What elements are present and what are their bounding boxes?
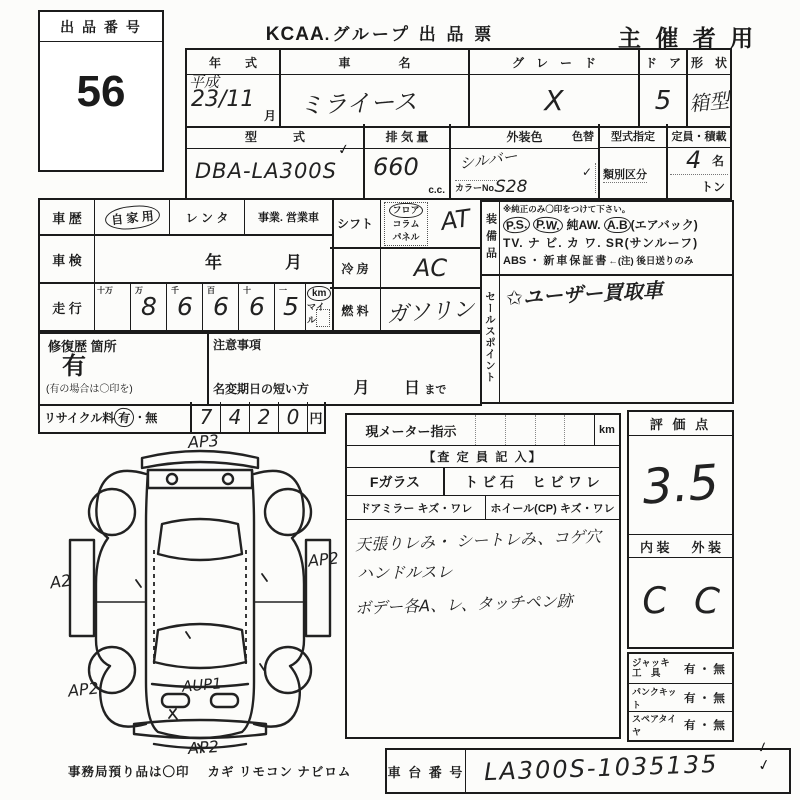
fuel-label: 燃 料 bbox=[330, 289, 381, 332]
sales-point-vertical-label: セールスポイント bbox=[484, 291, 496, 383]
color-label: 外装色 bbox=[506, 130, 543, 144]
door-label: ド ア bbox=[640, 50, 686, 75]
odometer-header: 一 bbox=[279, 286, 287, 295]
year-month-suffix: 月 bbox=[263, 109, 276, 123]
score-label: 評 価 点 bbox=[629, 412, 732, 436]
mile-checkbox bbox=[316, 309, 330, 327]
meter-label: 現メーター指示 bbox=[365, 423, 457, 439]
recycle-fee-row bbox=[38, 402, 326, 434]
ac-value: AC bbox=[413, 254, 448, 282]
history-private-circled: 自 家 用 bbox=[104, 203, 161, 232]
odometer-cell-100k bbox=[95, 284, 131, 330]
sales-point-content bbox=[500, 272, 732, 402]
shape-value: 箱型 bbox=[688, 87, 731, 117]
shift-option-panel: パネル bbox=[392, 232, 420, 242]
recycle-separator: ・ bbox=[134, 412, 146, 424]
grade-label: グ レ ー ド bbox=[470, 50, 638, 75]
recycle-digit: 2 bbox=[250, 402, 279, 432]
odometer-header: 十 bbox=[243, 286, 251, 295]
margin-check-mark: ✓ bbox=[755, 738, 771, 758]
sales-point-vertical-label-strip bbox=[482, 272, 500, 402]
equipment-pw-circled: P.W. bbox=[533, 216, 564, 234]
shift-value: AT bbox=[438, 204, 472, 236]
lot-number-box bbox=[38, 10, 164, 172]
class-area bbox=[600, 148, 666, 198]
chassis-number-value: LA300S-1035135 bbox=[483, 749, 719, 787]
capacity-divider bbox=[670, 174, 728, 175]
name-value: ミライース bbox=[298, 87, 418, 120]
color-no-label: カラーNo. bbox=[455, 180, 497, 194]
grade-value: X bbox=[544, 84, 564, 117]
shift-option-column: コラム bbox=[392, 219, 420, 229]
jack-label bbox=[629, 659, 684, 679]
sheet-title-text: .グループ 出 品 票 bbox=[324, 25, 495, 44]
rename-day: 日 bbox=[403, 380, 420, 397]
jack-label-line1: ジャッキ bbox=[632, 657, 670, 669]
odometer-cell-1 bbox=[275, 284, 306, 330]
type-designation-cell bbox=[600, 124, 668, 198]
glass-option-crack: ヒ ビ ワ レ bbox=[532, 473, 600, 490]
shift-value-area bbox=[381, 200, 480, 247]
equipment-ab-note: (エアバック) bbox=[630, 218, 698, 232]
tools-box bbox=[627, 652, 734, 742]
sales-point-box bbox=[480, 272, 734, 404]
interior-exterior-header bbox=[629, 534, 732, 558]
equipment-abs: ABS bbox=[503, 255, 527, 267]
year-era-value: 平成 bbox=[189, 73, 220, 91]
puncture-kit-value: 有 ・ 無 bbox=[684, 692, 725, 705]
color-value: シルバー bbox=[458, 147, 519, 173]
equipment-line3 bbox=[503, 252, 729, 268]
vehicle-row1 bbox=[185, 48, 732, 128]
displacement-value-area bbox=[365, 149, 449, 198]
equipment-content bbox=[500, 202, 732, 274]
capacity-unit: 名 bbox=[711, 154, 724, 168]
displacement-cell bbox=[365, 124, 451, 198]
color-value-area bbox=[451, 149, 598, 198]
recycle-digit: 0 bbox=[279, 402, 308, 432]
door-value: 5 bbox=[654, 85, 672, 116]
odometer-digit: 6 bbox=[249, 292, 265, 321]
odometer-header: 十万 bbox=[97, 286, 113, 295]
mirror-label: ドアミラー キズ・ワレ bbox=[347, 496, 486, 519]
equipment-vertical-label-strip bbox=[482, 202, 500, 274]
inspection-label: 車 検 bbox=[40, 236, 95, 282]
color-change-label: 色替 bbox=[572, 131, 594, 143]
meter-unit: km bbox=[594, 415, 619, 445]
odometer-digit: 5 bbox=[283, 292, 299, 321]
capacity-value: 4 bbox=[686, 146, 702, 174]
shape-label: 形 状 bbox=[688, 50, 730, 75]
lot-number-label: 出 品 番 号 bbox=[40, 12, 162, 42]
year-value-area bbox=[187, 75, 279, 126]
interior-value: C bbox=[640, 579, 670, 623]
ac-row bbox=[330, 249, 480, 289]
meter-blank-cell bbox=[535, 415, 565, 445]
car-damage-diagram bbox=[50, 432, 350, 757]
equipment-vertical-label: 装備品 bbox=[484, 212, 497, 264]
equipment-line1 bbox=[503, 216, 729, 233]
glass-option-chip: ト ビ 石 bbox=[464, 473, 515, 490]
meter-blank-cell bbox=[505, 415, 535, 445]
jack-row bbox=[629, 654, 732, 684]
history-private-cell bbox=[95, 200, 170, 234]
displacement-unit: c.c. bbox=[428, 185, 445, 196]
brand-logo: KCAA bbox=[265, 24, 325, 45]
recycle-yes-circled: 有 bbox=[113, 407, 135, 428]
odometer-header: 千 bbox=[171, 286, 179, 295]
history-business: 事業. 営業車 bbox=[257, 212, 320, 224]
model-cell bbox=[187, 124, 365, 198]
chassis-number-label: 車 台 番 号 bbox=[387, 750, 466, 792]
year-value: 23/11 bbox=[191, 87, 255, 112]
interior-exterior-values bbox=[629, 558, 732, 644]
diagram-note-a2-left: A2 bbox=[48, 570, 73, 593]
shape-cell bbox=[688, 50, 730, 126]
mileage-row bbox=[40, 284, 332, 330]
assessor-notes-area bbox=[347, 520, 619, 735]
odometer-header: 万 bbox=[135, 286, 143, 295]
odometer-cell-100 bbox=[203, 284, 239, 330]
meter-blank-cells bbox=[475, 415, 594, 445]
odometer-digit: 6 bbox=[177, 292, 193, 321]
caution-label: 注意事項 bbox=[213, 338, 262, 352]
score-value: 3.5 bbox=[640, 454, 721, 516]
meter-blank-cell bbox=[475, 415, 505, 445]
mileage-label: 走 行 bbox=[40, 284, 95, 330]
equipment-note: ※純正のみ〇印をつけて下さい。 bbox=[503, 204, 631, 214]
chassis-number-value-area bbox=[466, 750, 789, 792]
exterior-label: 外 装 bbox=[691, 539, 722, 555]
odometer-cell-10 bbox=[239, 284, 275, 330]
inspection-month-label: 月 bbox=[285, 253, 302, 272]
glass-options bbox=[445, 468, 619, 495]
rename-label: 名変期日の短い方 bbox=[213, 382, 310, 396]
rename-until: まで bbox=[424, 384, 447, 396]
type-designation-label: 型式指定 bbox=[600, 124, 666, 148]
odometer-unit-cell bbox=[306, 284, 332, 330]
inspection-year-label: 年 bbox=[205, 253, 222, 272]
color-change-divider bbox=[595, 163, 596, 193]
vehicle-row2 bbox=[185, 124, 732, 200]
odometer-header: 百 bbox=[207, 286, 215, 295]
color-change-check-mark: ✓ bbox=[581, 165, 592, 179]
meter-box bbox=[345, 413, 621, 739]
equipment-separator: ・ bbox=[529, 255, 541, 267]
name-label: 車 名 bbox=[281, 50, 468, 75]
history-rental: レ ン タ bbox=[170, 200, 245, 234]
shift-option-floor-circled: フロア bbox=[389, 203, 422, 218]
recycle-unit: 円 bbox=[309, 410, 323, 426]
name-cell bbox=[281, 50, 470, 126]
equipment-aw: 純AW. bbox=[566, 218, 601, 232]
recycle-digit: 7 bbox=[192, 402, 221, 432]
recycle-label-cell bbox=[40, 402, 192, 432]
model-value: DBA-LA300S bbox=[195, 159, 337, 183]
displacement-label: 排 気 量 bbox=[365, 124, 449, 149]
diagram-note-ap2-right: AP2 bbox=[307, 548, 340, 571]
capacity-label: 定員・積載 bbox=[668, 124, 730, 148]
shift-row bbox=[330, 200, 480, 249]
fuel-value: ガソリン bbox=[385, 296, 476, 329]
repair-history-box bbox=[38, 330, 209, 406]
km-label-circled: km bbox=[307, 286, 331, 301]
odometer-digit: 8 bbox=[141, 292, 157, 321]
fuel-row bbox=[330, 289, 480, 332]
puncture-kit-row bbox=[629, 684, 732, 712]
repair-label: 修復歴 箇所 bbox=[48, 339, 117, 354]
shift-label: シフト bbox=[330, 200, 381, 247]
diagram-note-ap2-left: AP2 bbox=[67, 678, 100, 701]
wheel-label: ホイール(CP) キズ・ワレ bbox=[490, 502, 615, 515]
puncture-kit-label: パンクキット bbox=[632, 686, 677, 710]
glass-row bbox=[347, 468, 619, 496]
jack-value: 有 ・ 無 bbox=[684, 663, 725, 676]
color-header bbox=[451, 124, 598, 149]
inspection-value-area bbox=[95, 236, 332, 282]
odometer-cell-10k bbox=[131, 284, 167, 330]
diagram-note-aup1: AUP1 bbox=[181, 674, 223, 696]
assessor-note-line: ハンドルスレ bbox=[356, 562, 453, 583]
odometer-cell-1k bbox=[167, 284, 203, 330]
equipment-warranty-note: ←(注) 後日送りのみ bbox=[608, 256, 694, 267]
mirror-wheel-row bbox=[347, 496, 619, 520]
displacement-value: 660 bbox=[373, 153, 419, 181]
equipment-line2: TV. ナ ビ. カ ワ. SR(サンルーフ) bbox=[503, 236, 699, 250]
color-no-value: S28 bbox=[495, 177, 528, 197]
odometer-digit: 6 bbox=[213, 292, 229, 321]
equipment-ab-circled: A.B bbox=[604, 217, 631, 233]
lot-number-value: 56 bbox=[76, 67, 126, 116]
load-unit: トン bbox=[700, 180, 725, 194]
equipment-box bbox=[480, 200, 734, 276]
assessor-header: 【査 定 員 記 入】 bbox=[347, 446, 619, 468]
meter-blank-cell bbox=[564, 415, 594, 445]
ac-label: 冷 房 bbox=[330, 249, 381, 287]
spare-tire-row bbox=[629, 712, 732, 738]
recycle-no: 無 bbox=[145, 410, 158, 425]
specs-column bbox=[330, 198, 482, 334]
capacity-cell bbox=[668, 124, 730, 198]
score-box bbox=[627, 410, 734, 649]
shift-options-box bbox=[384, 202, 428, 246]
rename-line bbox=[203, 375, 480, 398]
caution-box bbox=[203, 330, 482, 406]
recycle-label: リサイクル料 bbox=[44, 410, 115, 425]
history-row bbox=[40, 200, 332, 236]
diagram-note-ap2-bottom: AP2 bbox=[187, 736, 220, 759]
year-cell bbox=[187, 50, 281, 126]
history-label: 車 歴 bbox=[40, 200, 95, 234]
equipment-ps-circled: P.S. bbox=[502, 216, 530, 234]
mile-label: マイル bbox=[307, 302, 325, 325]
model-label: 型 式 bbox=[187, 124, 363, 149]
repair-note: (有の場合は〇印を) bbox=[46, 384, 133, 395]
exterior-value: C bbox=[692, 579, 721, 623]
assessor-note-line: 天張りレみ・ シートレみ、コゲ穴 bbox=[354, 526, 602, 555]
chassis-number-box bbox=[385, 748, 791, 794]
audience-label: 主 催 者 用 bbox=[618, 25, 758, 51]
history-table bbox=[38, 198, 334, 334]
model-check-mark: ✓ bbox=[336, 141, 352, 159]
interior-label: 内 装 bbox=[639, 539, 670, 555]
sheet-title bbox=[250, 20, 510, 46]
glass-label: Fガラス bbox=[347, 468, 445, 495]
spare-tire-label: スペアタイヤ bbox=[632, 714, 677, 737]
capacity-value-area bbox=[668, 148, 730, 198]
repair-value: 有 bbox=[62, 353, 86, 380]
office-items-note: 事務局預り品は〇印 カギ リモコン ナビロム bbox=[68, 765, 352, 779]
jack-label-line2: 工 具 bbox=[632, 667, 661, 679]
color-cell bbox=[451, 124, 600, 198]
spare-tire-value: 有 ・ 無 bbox=[684, 720, 725, 732]
assessor-note-line: ボデー各A、レ、タッチペン跡 bbox=[354, 591, 573, 618]
year-label: 年 式 bbox=[187, 50, 279, 75]
car-outline-drawing bbox=[50, 432, 350, 757]
meter-row bbox=[347, 415, 619, 446]
sales-point-value: ✩ユーザー買取車 bbox=[505, 277, 664, 311]
door-cell bbox=[640, 50, 688, 126]
chassis-check-mark: ✓ bbox=[756, 754, 773, 776]
grade-cell bbox=[470, 50, 640, 126]
inspection-row bbox=[40, 236, 332, 284]
equipment-warranty: 新車保証書 bbox=[543, 255, 609, 267]
rename-month: 月 bbox=[353, 380, 370, 397]
diagram-note-ap3: AP3 bbox=[187, 430, 220, 453]
class-label: 類別区分 bbox=[603, 166, 647, 183]
recycle-digit: 4 bbox=[221, 402, 250, 432]
